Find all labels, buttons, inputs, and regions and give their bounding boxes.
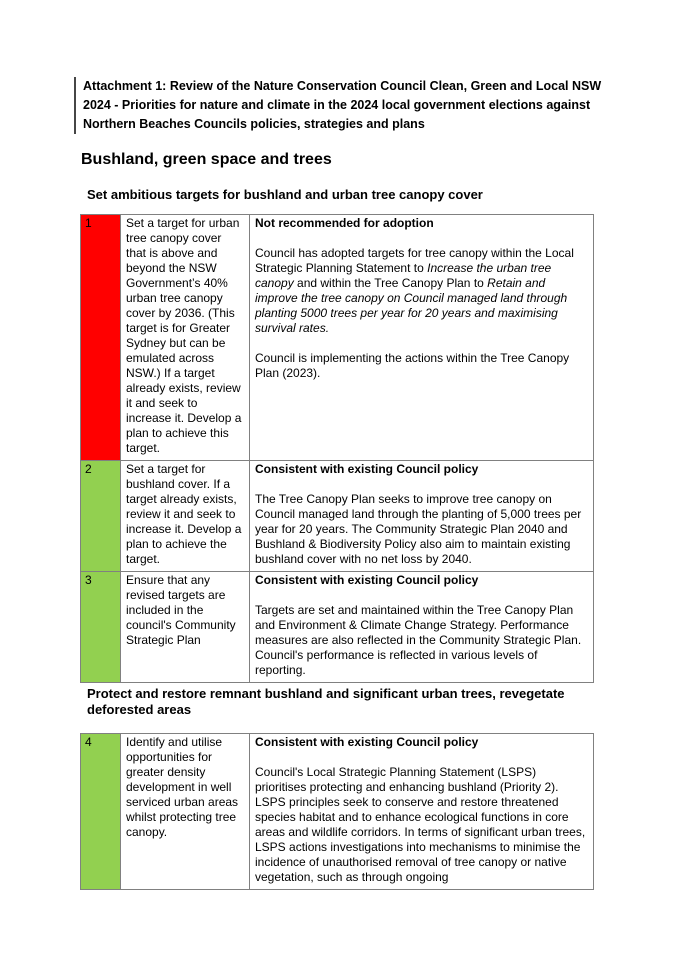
assessment-paragraph: Targets are set and maintained within the Tree Canopy Plan and Environment & Climate Change Strategy. Performance measures are also reflected in the Community Strategic Plan. Council's performance is reflected in various levels of reporting. <box>255 603 582 677</box>
recommendation-cell: Set a target for urban tree canopy cover that is above and beyond the NSW Government’s 40% urban tree canopy cover by 2036. (This target is for Greater Sydney but can be emulated across NSW.) If a target already exists, review it and seek to increase it. Develop a plan to achieve this target. <box>121 215 250 461</box>
assessment-title: Not recommended for adoption <box>255 216 434 230</box>
assessment-paragraph: Council is implementing the actions within the Tree Canopy Plan (2023). <box>255 351 570 380</box>
table-row <box>81 461 594 572</box>
assessment-cell <box>250 572 594 683</box>
policy-review-table <box>80 733 594 890</box>
table-body <box>81 215 594 683</box>
assessment-paragraph: The Tree Canopy Plan seeks to improve tree canopy on Council managed land through the planting of 5,000 trees per year for 20 years. The Community Strategic Plan 2040 and Bushland & Biodiversity Policy also aim to maintain existing bushland cover with no net loss by 2040. <box>255 492 582 566</box>
recommendation-cell: Identify and utilise opportunities for greater density development in well serviced urban areas whilst protecting tree canopy. <box>121 734 250 890</box>
section-bushland-targets <box>80 187 595 683</box>
row-number-status-cell: 1 <box>81 215 121 461</box>
assessment-title: Consistent with existing Council policy <box>255 462 479 476</box>
table-body <box>81 734 594 890</box>
row-number-status-cell: 3 <box>81 572 121 683</box>
assessment-title: Consistent with existing Council policy <box>255 573 479 587</box>
policy-review-table <box>80 214 594 683</box>
recommendation-cell: Ensure that any revised targets are included in the council's Community Strategic Plan <box>121 572 250 683</box>
assessment-cell <box>250 215 594 461</box>
page-title: Bushland, green space and trees <box>81 151 332 168</box>
recommendation-cell: Set a target for bushland cover. If a target already exists, review it and seek to increase it. Develop a plan to achieve the target. <box>121 461 250 572</box>
table-row <box>81 572 594 683</box>
attachment-note: Attachment 1: Review of the Nature Conservation Council Clean, Green and Local NSW 2024 - Priorities for nature and climate in the 2024 local government elections against Northern Beaches Councils policies, strategies and plans <box>74 77 607 134</box>
section-subheading: Set ambitious targets for bushland and urban tree canopy cover <box>87 187 483 202</box>
assessment-paragraph: Council has adopted targets for tree canopy within the Local Strategic Planning Statement to Increase the urban tree canopy and within the Tree Canopy Plan to Retain and improve the tree canopy on Council managed land through planting 5000 trees per year for 20 years and maximising survival rates. <box>255 246 574 335</box>
table-row <box>81 215 594 461</box>
section-subheading: Protect and restore remnant bushland and significant urban trees, revegetate deforested areas <box>87 686 565 717</box>
assessment-title: Consistent with existing Council policy <box>255 735 479 749</box>
assessment-cell <box>250 461 594 572</box>
section-protect-restore <box>80 686 595 890</box>
row-number-status-cell: 2 <box>81 461 121 572</box>
assessment-paragraph: Council's Local Strategic Planning Statement (LSPS) prioritises protecting and enhancing bushland (Priority 2). LSPS principles seek to conserve and restore threatened species habitat and to enhance ecological functions in core areas and wildlife corridors. In terms of significant urban trees, LSPS actions investigations into mechanisms to minimise the incidence of unauthorised removal of tree canopy or native vegetation, such as through ongoing <box>255 765 586 884</box>
row-number-status-cell: 4 <box>81 734 121 890</box>
table-row <box>81 734 594 890</box>
assessment-cell <box>250 734 594 890</box>
